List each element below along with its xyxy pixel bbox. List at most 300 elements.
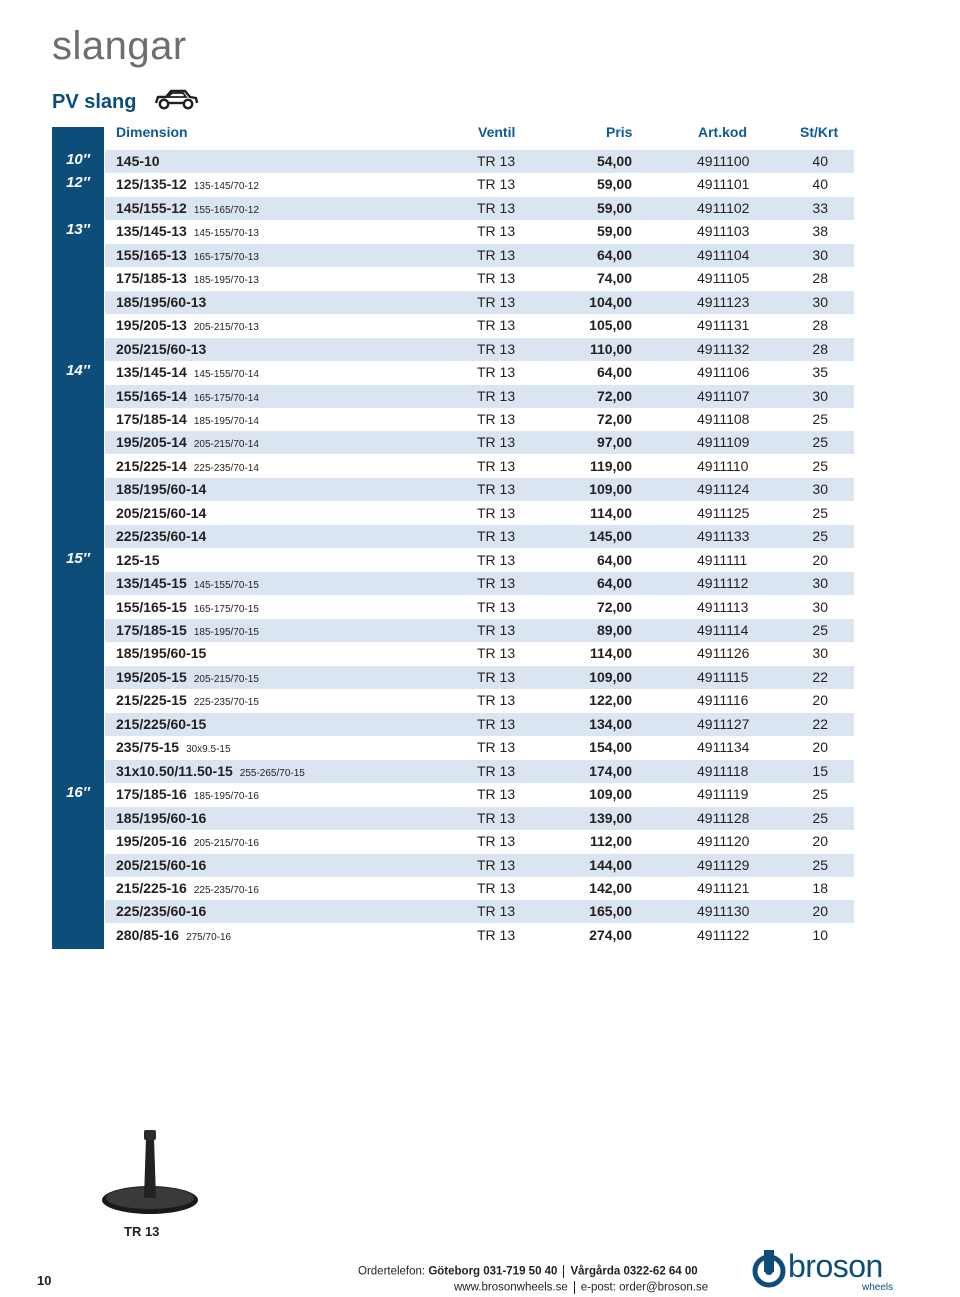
price-cell [590,341,632,357]
dimension-cell [116,692,259,708]
article-cell [697,434,749,450]
alt-dimension: 205-215/70-14 [193,439,259,451]
website-link[interactable]: www.brosonwheels.se [454,1281,568,1294]
dimension-cell-text: 175/185-14 [116,410,187,427]
qty-cell [812,481,828,497]
article-cell [697,270,749,286]
dimension-cell [116,176,259,192]
article-cell [697,575,748,591]
rim-size-label: 12″ [66,174,90,192]
alt-dimension: 155-165/70-12 [193,204,259,216]
price-cell-text: 72,00 [596,387,632,404]
qty-cell [812,552,828,568]
dimension-cell [116,857,206,873]
valve-cell-text: TR 13 [477,692,516,709]
alt-dimension: 185-195/70-16 [193,791,259,803]
valve-cell-text: TR 13 [477,176,516,193]
qty-cell-text: 22 [812,668,828,685]
article-cell-text: 4911124 [697,481,750,498]
price-cell [590,645,632,661]
valve-cell [477,599,515,615]
price-cell-text: 59,00 [596,176,632,193]
dimension-cell-text: 135/145-14 [116,364,187,381]
qty-cell [812,575,828,591]
logo-mark-icon [752,1250,786,1288]
qty-cell [812,903,828,919]
qty-cell-text: 25 [812,856,828,873]
valve-cell [477,247,515,263]
dimension-cell-text: 225/235/60-14 [116,528,207,545]
dimension-cell [116,223,259,239]
price-cell [589,528,632,544]
article-cell-text: 4911106 [697,364,750,381]
article-cell-text: 4911111 [697,551,748,568]
dimension-cell-text: 185/195/60-16 [116,809,207,826]
price-cell-text: 72,00 [596,410,632,427]
valve-cell-text: TR 13 [477,833,516,850]
valve-cell-text: TR 13 [477,809,516,826]
qty-cell [812,176,828,192]
price-cell [597,176,632,192]
dimension-cell [116,622,259,638]
table-row [105,197,854,220]
dimension-cell [116,341,206,357]
article-cell-text: 4911101 [697,176,750,193]
valve-cell-text: TR 13 [477,364,516,381]
valve-cell-text: TR 13 [477,856,516,873]
price-cell [589,669,632,685]
dimension-cell [116,903,206,919]
article-cell [697,763,748,779]
price-cell-text: 72,00 [596,598,632,615]
table-row [105,431,854,454]
price-cell [589,294,632,310]
dimension-cell [116,763,305,779]
article-cell [697,903,749,919]
dimension-cell [116,294,206,310]
price-cell [597,200,632,216]
article-cell-text: 4911133 [697,528,750,545]
dimension-cell [116,317,259,333]
qty-cell [812,341,828,357]
qty-cell [812,622,828,638]
qty-cell-text: 25 [812,457,828,474]
alt-dimension: 165-175/70-15 [193,603,259,615]
phone-goteborg: Göteborg 031-719 50 40 [428,1265,558,1278]
valve-cell [477,317,515,333]
price-cell-text: 114,00 [589,504,632,521]
qty-cell-text: 25 [812,809,828,826]
valve-cell [477,341,515,357]
article-cell-text: 4911128 [697,809,750,826]
table-row [105,572,854,595]
logo-text: broson [788,1248,883,1284]
dimension-cell-text: 195/205-16 [116,833,187,850]
price-cell [589,857,632,873]
article-cell [697,505,749,521]
qty-cell [812,880,828,896]
qty-cell [812,294,828,310]
table-row [105,900,854,923]
article-cell [697,857,749,873]
dimension-cell-text: 125-15 [116,551,160,568]
valve-cell-text: TR 13 [477,903,516,920]
article-cell [697,458,748,474]
article-cell-text: 4911123 [697,293,750,310]
dimension-cell-text: 185/195/60-13 [116,293,207,310]
article-cell-text: 4911107 [697,387,750,404]
dimension-cell [116,434,259,450]
price-cell-text: 154,00 [589,739,632,756]
table-row [105,666,854,689]
dimension-cell [116,880,259,896]
valve-cell-text: TR 13 [477,246,516,263]
alt-dimension: 145-155/70-14 [193,369,259,381]
rim-size-label: 14″ [66,362,90,380]
dimension-cell-text: 185/195/60-15 [116,645,207,662]
qty-cell [812,833,828,849]
article-cell [697,528,749,544]
dimension-cell [116,833,259,849]
qty-cell [812,763,828,779]
dimension-cell [116,481,206,497]
qty-cell [812,364,828,380]
qty-cell [812,317,828,333]
valve-cell-text: TR 13 [477,270,516,287]
price-cell-text: 74,00 [596,270,632,287]
article-cell-text: 4911104 [697,246,750,263]
valve-cell [477,176,515,192]
qty-cell-text: 30 [812,575,828,592]
price-cell-text: 64,00 [596,364,632,381]
qty-cell-text: 20 [812,739,828,756]
dimension-cell [116,364,259,380]
price-cell [597,223,632,239]
price-cell-text: 105,00 [589,317,632,334]
article-cell [697,880,749,896]
article-cell-text: 4911134 [697,739,750,756]
dimension-cell [116,927,231,943]
dimension-cell-text: 145/155-12 [116,199,187,216]
article-cell [697,692,748,708]
dimension-cell-text: 185/195/60-14 [116,481,207,498]
dimension-cell-text: 195/205-14 [116,434,187,451]
valve-cell-text: TR 13 [477,739,516,756]
dimension-cell [116,599,259,615]
price-cell-text: 174,00 [589,762,632,779]
article-cell [697,810,749,826]
table-row [105,267,854,290]
alt-dimension: 135-145/70-12 [193,181,259,193]
price-cell-text: 59,00 [596,199,632,216]
valve-cell-text: TR 13 [477,598,516,615]
article-cell-text: 4911109 [697,434,750,451]
valve-cell [477,294,515,310]
price-cell [597,364,632,380]
qty-cell-text: 25 [812,786,828,803]
article-cell-text: 4911130 [697,903,750,920]
table-row [105,830,854,853]
logo-subtext: wheels [862,1282,894,1293]
dimension-cell [116,575,259,591]
table-row [105,924,854,947]
article-cell-text: 4911121 [697,879,750,896]
price-cell [589,716,632,732]
valve-cell [477,223,515,239]
article-cell [697,388,749,404]
dimension-cell-text: 195/205-15 [116,668,187,685]
table-row [105,502,854,525]
dimension-cell-text: 215/225/60-15 [116,715,207,732]
valve-cell-text: TR 13 [477,879,516,896]
qty-cell [812,153,828,169]
valve-cell [477,692,515,708]
article-cell [697,341,749,357]
col-dimension: Dimension [116,124,188,140]
table-row [105,338,854,361]
table-row [105,760,854,783]
dimension-cell-text: 175/185-13 [116,270,187,287]
alt-dimension: 165-175/70-14 [193,392,259,404]
qty-cell [812,411,828,427]
valve-cell [477,505,515,521]
product-label: TR 13 [124,1224,160,1239]
article-cell [697,317,749,333]
valve-cell [477,270,515,286]
valve-cell [477,716,515,732]
qty-cell-text: 30 [812,293,828,310]
price-cell-text: 139,00 [589,809,632,826]
table-row [105,525,854,548]
dimension-cell-text: 205/215/60-14 [116,504,207,521]
valve-cell [477,481,515,497]
dimension-cell-text: 125/135-12 [116,176,187,193]
table-row [105,314,854,337]
col-valve: Ventil [478,124,516,140]
article-cell [697,294,749,310]
dimension-cell [116,786,259,802]
table-row [105,642,854,665]
valve-cell [477,857,515,873]
qty-cell [812,505,828,521]
price-cell-text: 59,00 [596,223,632,240]
dimension-cell [116,669,259,685]
qty-cell [812,458,828,474]
qty-cell-text: 25 [812,622,828,638]
valve-cell [477,880,515,896]
price-cell [589,880,632,896]
qty-cell-text: 30 [812,387,828,404]
size-sidebar [52,127,104,949]
dimension-cell-text: 215/225-16 [116,879,187,896]
valve-cell-text: TR 13 [477,223,516,240]
qty-cell-text: 28 [812,270,828,287]
col-qty: St/Krt [800,124,839,140]
table-row [105,713,854,736]
qty-cell [812,927,828,943]
table-row [105,455,854,478]
table-row [105,478,854,501]
alt-dimension: 225-235/70-14 [193,462,259,474]
rim-size-label: 15″ [66,549,90,567]
article-cell-text: 4911102 [697,199,750,216]
dimension-cell [116,458,259,474]
qty-cell-text: 15 [812,762,828,779]
table-row [105,549,854,572]
valve-cell [477,786,515,802]
valve-cell [477,153,515,169]
rim-size-label: 16″ [66,784,90,802]
dimension-cell [116,552,160,568]
article-cell-text: 4911105 [697,270,750,287]
price-cell-text: 54,00 [596,153,632,169]
price-cell-text: 274,00 [589,926,632,943]
qty-cell-text: 28 [812,317,828,334]
article-cell-text: 4911126 [697,645,750,662]
price-cell-text: 64,00 [596,575,632,592]
table-row [105,619,854,642]
article-cell [697,176,749,192]
article-cell-text: 4911119 [697,786,749,803]
qty-cell-text: 25 [812,528,828,545]
alt-dimension: 205-215/70-15 [193,673,259,685]
dimension-cell-text: 155/165-14 [116,387,187,404]
price-cell-text: 114,00 [589,645,632,662]
table-row [105,361,854,384]
phone-vargarda: Vårgårda 0322-62 64 00 [570,1265,698,1278]
qty-cell-text: 25 [812,504,828,521]
qty-cell-text: 18 [812,879,828,896]
price-cell [597,411,632,427]
page-title: slangar [52,24,187,68]
valve-cell [477,833,515,849]
qty-cell [812,645,828,661]
price-cell-text: 109,00 [589,786,632,803]
valve-cell-text: TR 13 [477,434,516,451]
alt-dimension: 225-235/70-15 [193,697,259,709]
tr13-valve-image [92,1128,202,1220]
qty-cell-text: 25 [812,434,828,451]
alt-dimension: 185-195/70-13 [193,275,259,287]
valve-cell [477,528,515,544]
qty-cell [812,669,828,685]
price-cell [597,270,632,286]
valve-cell-text: TR 13 [477,551,516,568]
dimension-cell-text: 31x10.50/11.50-15 [116,762,233,779]
price-cell [597,622,632,638]
dimension-cell-text: 155/165-13 [116,246,187,263]
qty-cell-text: 40 [812,153,828,169]
article-cell-text: 4911131 [697,317,750,334]
valve-cell-text: TR 13 [477,199,516,216]
valve-cell-text: TR 13 [477,528,516,545]
valve-cell-text: TR 13 [477,762,516,779]
dimension-cell-text: 205/215/60-13 [116,340,207,357]
qty-cell-text: 20 [812,903,828,920]
dimension-cell [116,528,206,544]
table-row [105,736,854,759]
table-row [105,244,854,267]
rim-size-label: 13″ [66,221,90,239]
qty-cell-text: 20 [812,551,828,568]
valve-cell [477,763,515,779]
article-cell [697,200,749,216]
price-cell [597,599,632,615]
footer-contact [358,1265,709,1294]
qty-cell [812,599,828,615]
price-cell [590,505,632,521]
article-cell-text: 4911122 [697,926,750,943]
alt-dimension: 30x9.5-15 [186,744,231,756]
dimension-cell-text: 195/205-13 [116,317,187,334]
price-cell-text: 89,00 [596,622,632,638]
valve-cell [477,458,515,474]
article-cell-text: 4911108 [697,410,750,427]
qty-cell-text: 30 [812,246,828,263]
alt-dimension: 185-195/70-14 [193,415,259,427]
table-row [105,408,854,431]
valve-cell [477,411,515,427]
qty-cell [812,388,828,404]
email-link[interactable]: e-post: order@broson.se [580,1281,709,1294]
price-cell [589,786,632,802]
qty-cell [812,810,828,826]
article-cell-text: 4911132 [697,340,750,357]
article-cell [697,645,749,661]
qty-cell [812,434,828,450]
order-label: Ordertelefon: [358,1265,426,1278]
valve-cell [477,810,515,826]
valve-cell [477,434,515,450]
qty-cell-text: 22 [812,715,828,732]
table-row [105,173,854,196]
price-cell [597,552,632,568]
valve-cell-text: TR 13 [477,668,516,685]
valve-cell-text: TR 13 [477,481,516,498]
alt-dimension: 205-215/70-16 [193,838,259,850]
valve-cell-text: TR 13 [477,410,516,427]
dimension-cell-text: 215/225-14 [116,457,187,474]
article-cell-text: 4911113 [697,598,749,615]
dimension-cell-text: 280/85-16 [116,926,180,943]
dimension-cell [116,388,259,404]
qty-cell-text: 30 [812,598,828,615]
price-cell [589,739,632,755]
qty-cell-text: 20 [812,833,828,850]
dimension-cell-text: 235/75-15 [116,739,180,756]
valve-cell-text: TR 13 [477,926,516,943]
alt-dimension: 145-155/70-15 [193,580,259,592]
rim-size-label: 10″ [66,151,90,168]
valve-cell [477,364,515,380]
table-row [105,596,854,619]
article-cell [697,599,748,615]
article-cell [697,739,749,755]
alt-dimension: 225-235/70-16 [193,884,259,896]
article-cell-text: 4911100 [697,153,750,169]
section-title: PV slang [52,91,137,113]
valve-cell-text: TR 13 [477,457,516,474]
qty-cell [812,716,828,732]
alt-dimension: 145-155/70-13 [193,228,259,240]
qty-cell [812,528,828,544]
price-cell [597,247,632,263]
valve-cell [477,927,515,943]
valve-cell-text: TR 13 [477,715,516,732]
valve-cell-text: TR 13 [477,387,516,404]
valve-cell [477,200,515,216]
price-cell-text: 109,00 [589,668,632,685]
